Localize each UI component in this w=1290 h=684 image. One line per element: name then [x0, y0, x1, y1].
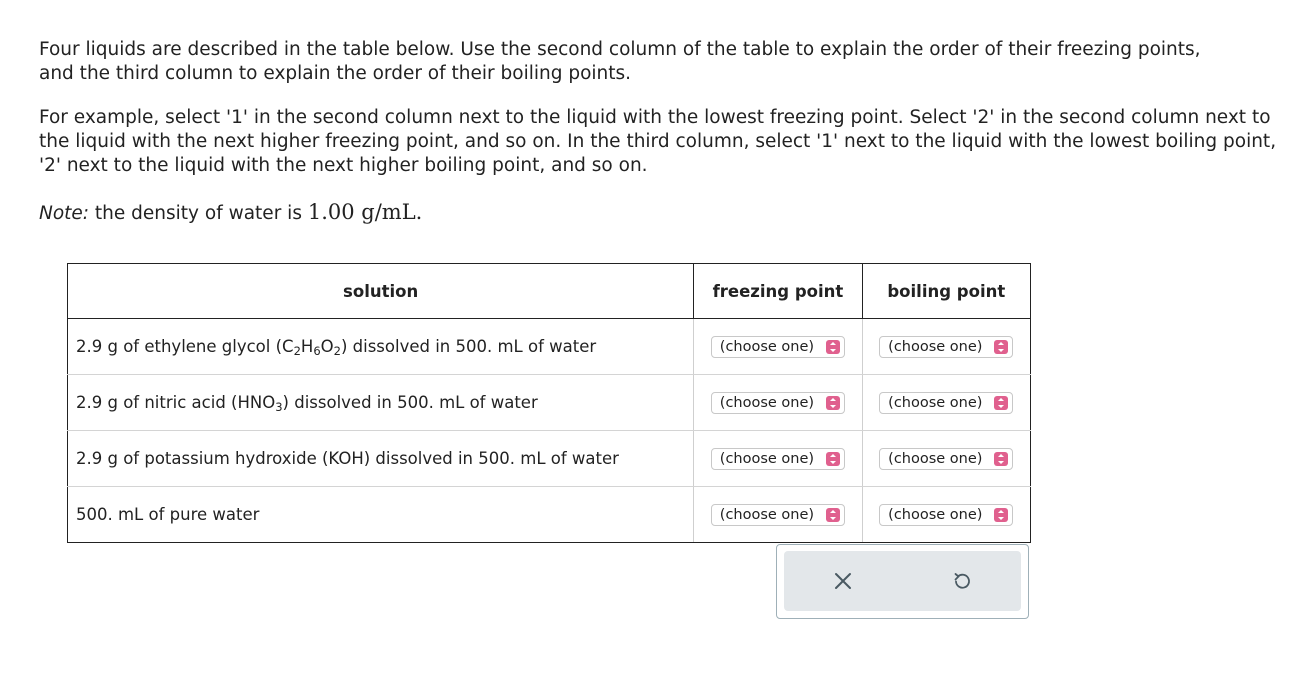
- boiling-point-select[interactable]: [879, 504, 1013, 526]
- density-note: [39, 200, 422, 226]
- freezing-point-select[interactable]: [711, 504, 845, 526]
- select-value: (choose one): [719, 338, 815, 355]
- freezing-point-select[interactable]: [711, 448, 845, 470]
- table-row: [68, 431, 1031, 487]
- header-solution: solution: [68, 264, 694, 319]
- select-arrows-icon: [826, 508, 840, 522]
- toolbar-panel: [784, 551, 1021, 611]
- select-value: (choose one): [888, 506, 983, 523]
- liquids-table: [67, 263, 1031, 543]
- boiling-point-select[interactable]: [879, 336, 1013, 358]
- solution-text: ) dissolved in 500. mL of water: [282, 393, 538, 412]
- solution-ethylene-glycol: [68, 319, 694, 375]
- subscript: 2: [333, 344, 341, 358]
- select-value: (choose one): [888, 394, 983, 411]
- formula-part: H: [300, 337, 314, 356]
- boiling-point-select[interactable]: [879, 448, 1013, 470]
- close-icon: [834, 572, 852, 590]
- select-value: (choose one): [888, 338, 983, 355]
- select-value: (choose one): [719, 394, 815, 411]
- select-arrows-icon: [826, 340, 840, 354]
- solution-nitric-acid: [68, 375, 694, 431]
- solution-text: 2.9 g of nitric acid (HNO: [76, 393, 276, 412]
- select-value: (choose one): [888, 450, 983, 467]
- select-arrows-icon: [826, 452, 840, 466]
- table-row: [68, 319, 1031, 375]
- select-value: (choose one): [719, 506, 815, 523]
- boiling-point-select[interactable]: [879, 392, 1013, 414]
- select-arrows-icon: [994, 508, 1008, 522]
- header-boiling-point: boiling point: [862, 264, 1030, 319]
- header-freezing-point: freezing point: [694, 264, 862, 319]
- formula-part: O: [320, 337, 334, 356]
- solution-pure-water: 500. mL of pure water: [68, 487, 694, 543]
- subscript: 2: [293, 344, 301, 358]
- select-arrows-icon: [994, 452, 1008, 466]
- solution-text: 2.9 g of ethylene glycol (C: [76, 337, 294, 356]
- answer-toolbar: [776, 544, 1029, 619]
- freezing-point-select[interactable]: [711, 392, 845, 414]
- select-arrows-icon: [994, 396, 1008, 410]
- table-row: [68, 487, 1031, 543]
- select-value: (choose one): [719, 450, 815, 467]
- clear-button[interactable]: [784, 551, 903, 611]
- subscript: 6: [313, 344, 321, 358]
- instructions-paragraph-1: Four liquids are described in the table below. Use the second column of the table to explain the order of their freezing points, and the third column to explain the order of their boiling points.: [39, 39, 1201, 84]
- table-header-row: [68, 264, 1031, 319]
- undo-icon: [952, 571, 972, 591]
- freezing-point-select[interactable]: [711, 336, 845, 358]
- instructions-paragraph-2: For example, select '1' in the second column next to the liquid with the lowest freezing point. Select '2' in the second column next to the liquid with the next higher freezing point, and so on. In the third column, select '1' next to the liquid with the lowest boiling point, '2' next to the liquid with the next higher boiling point, and so on.: [39, 107, 1277, 176]
- solution-potassium-hydroxide: 2.9 g of potassium hydroxide (KOH) dissolved in 500. mL of water: [68, 431, 694, 487]
- note-text: the density of water is: [94, 203, 302, 224]
- note-label: Note:: [39, 203, 90, 224]
- solution-text: ) dissolved in 500. mL of water: [340, 337, 597, 356]
- undo-button[interactable]: [903, 551, 1022, 611]
- select-arrows-icon: [826, 396, 840, 410]
- table-row: [68, 375, 1031, 431]
- note-value: 1.00 g/mL.: [307, 200, 423, 224]
- select-arrows-icon: [994, 340, 1008, 354]
- subscript: 3: [275, 400, 283, 414]
